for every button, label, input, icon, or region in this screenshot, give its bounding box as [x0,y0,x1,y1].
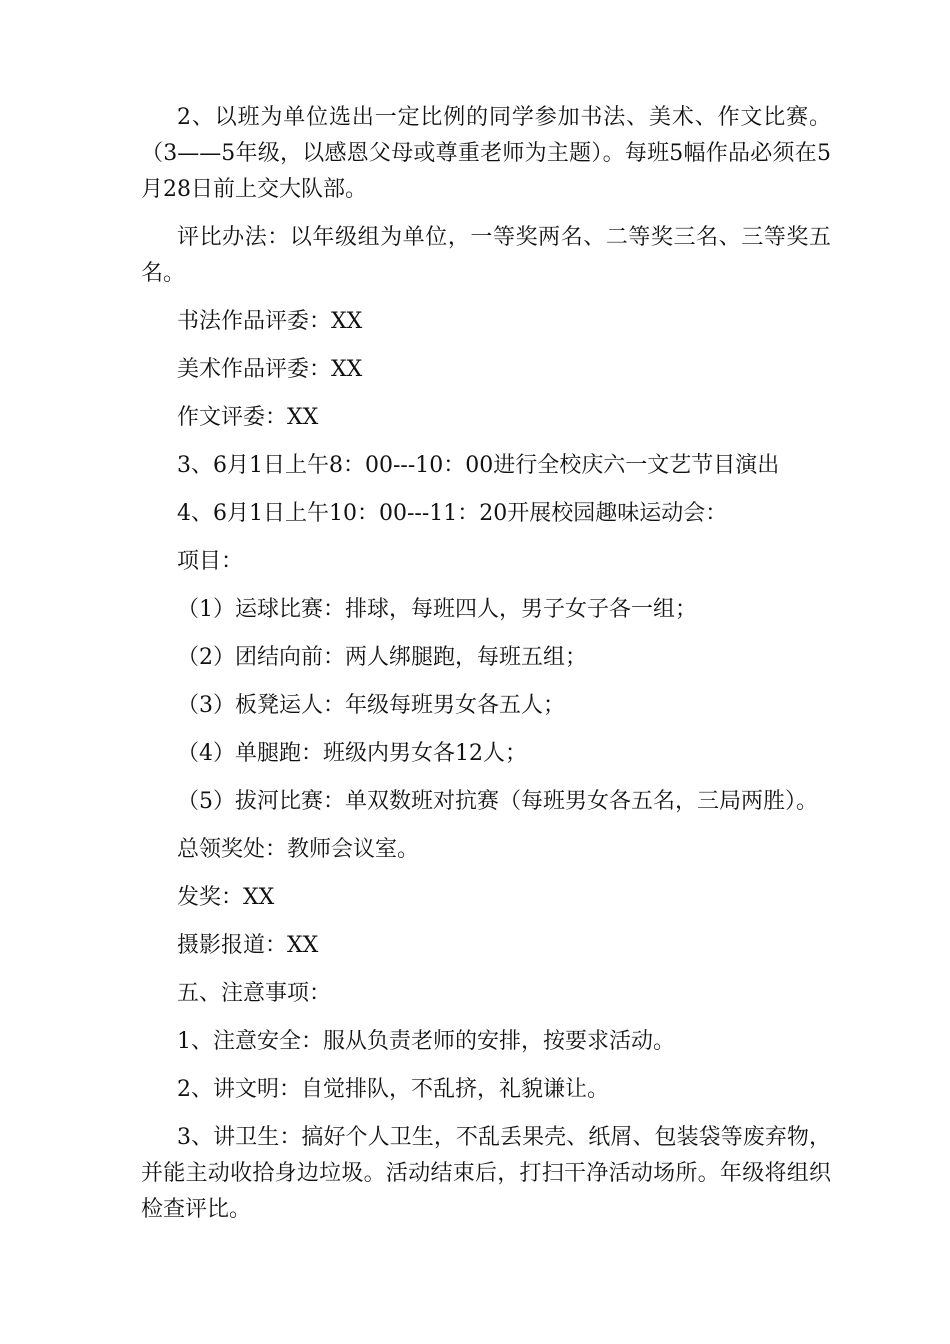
paragraph-photography: 摄影报道：XX [177,933,319,958]
paragraph-notes-heading: 五、注意事项： [177,981,332,1006]
paragraph-note-hygiene: 3、讲卫生：搞好个人卫生，不乱丢果壳、纸屑、包装袋等废弃物，并能主动收拾身边垃圾。活动结束后，打扫干净活动场所。年级将组织检查评比。 [141,1125,831,1222]
paragraph-note-civility: 2、讲文明：自觉排队，不乱挤，礼貌谦让。 [177,1077,609,1102]
paragraph-award-presenter: 发奖：XX [177,885,275,910]
paragraph-event-3: （3）板凳运人：年级每班男女各五人； [177,693,565,718]
paragraph-performance-schedule: 3、6月1日上午8：00---10：00进行全校庆六一文艺节目演出 [177,453,780,478]
paragraph-event-1: （1）运球比赛：排球，每班四人，男子女子各一组； [177,597,697,622]
paragraph-sports-schedule: 4、6月1日上午10：00---11：20开展校园趣味运动会： [177,501,728,526]
paragraph-essay-judge: 作文评委：XX [177,405,319,430]
paragraph-calligraphy-judge: 书法作品评委：XX [177,309,363,334]
document-body [141,100,831,1240]
paragraph-art-judge: 美术作品评委：XX [177,357,363,382]
paragraph-award-location: 总领奖处：教师会议室。 [177,837,420,862]
paragraph-judging-method: 评比办法：以年级组为单位，一等奖两名、二等奖三名、三等奖五名。 [141,225,831,286]
paragraph-event-4: （4）单腿跑：班级内男女各12人； [177,741,527,766]
paragraph-essay-contest: 2、以班为单位选出一定比例的同学参加书法、美术、作文比赛。（3——5年级，以感恩父母或尊重老师为主题）。每班5幅作品必须在5月28日前上交大队部。 [141,105,831,202]
paragraph-events-heading: 项目： [177,549,244,574]
paragraph-event-2: （2）团结向前：两人绑腿跑，每班五组； [177,645,587,670]
paragraph-note-safety: 1、注意安全：服从负责老师的安排，按要求活动。 [177,1029,675,1054]
paragraph-event-5: （5）拔河比赛：单双数班对抗赛（每班男女各五名，三局两胜）。 [177,789,818,814]
